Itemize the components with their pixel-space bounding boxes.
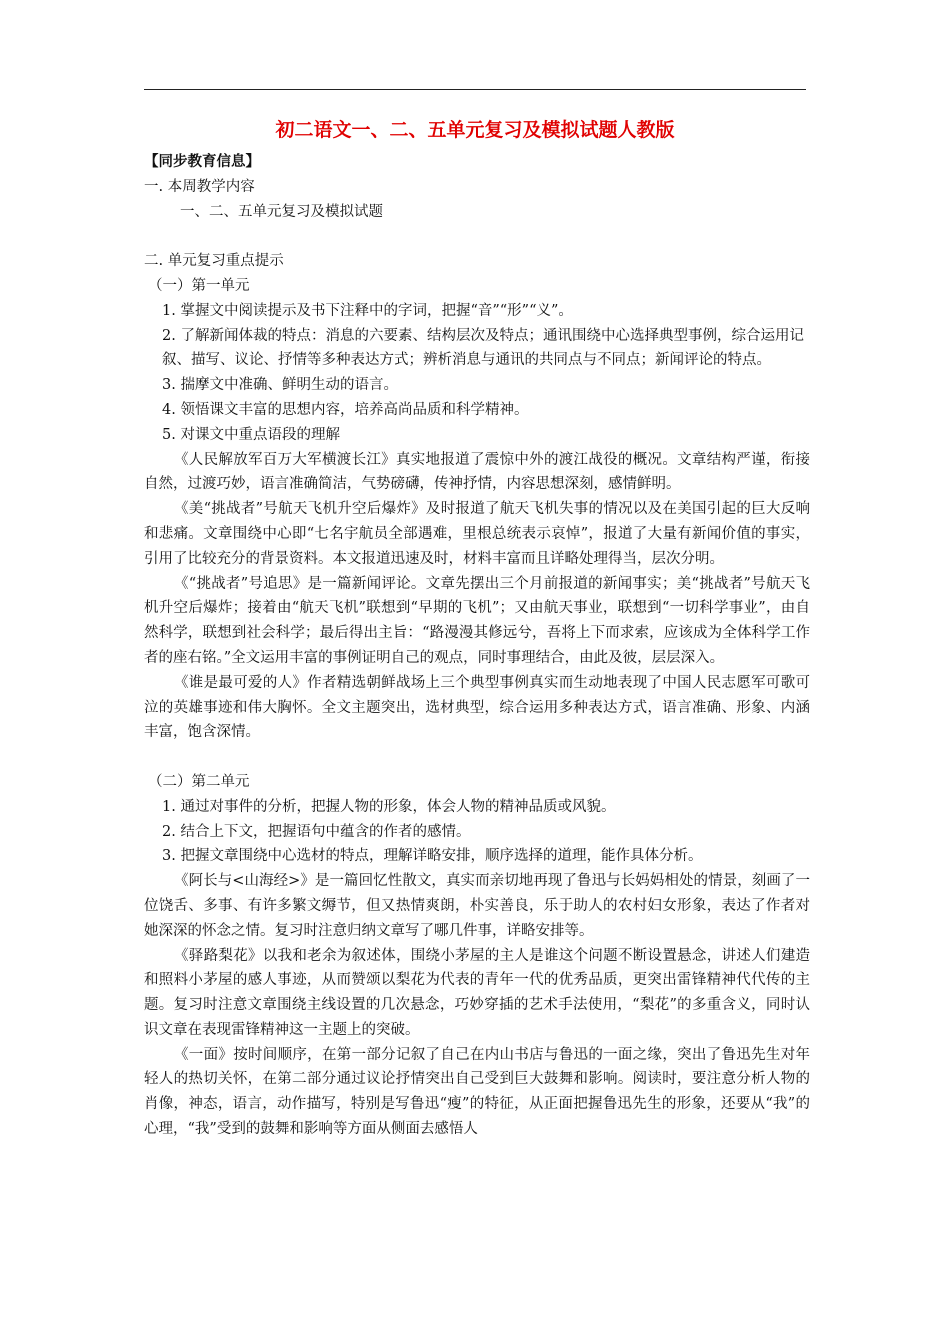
unit-1-heading: （一）第一单元 <box>148 277 250 294</box>
unit-1-item: 5. 对课文中重点语段的理解 <box>162 426 340 443</box>
unit-1-item: 4. 领悟课文丰富的思想内容，培养高尚品质和科学精神。 <box>162 401 529 418</box>
unit-2-paragraph: 《一面》按时间顺序，在第一部分记叙了自己在内山书店与鲁迅的一面之缘，突出了鲁迅先生对年轻人的热切关怀，在第二部分通过议论抒情突出自己受到巨大鼓舞和影响。阅读时，要注意分析人物的肖像，神态，语言，动作描写，特别是写鲁迅“瘦”的特征，从正面把握鲁迅先生的形象，还要从“我”的心理，“我”受到的鼓舞和影响等方面从侧面去感悟人 <box>144 1046 810 1138</box>
unit-2-item: 3. 把握文章围绕中心选材的特点，理解详略安排，顺序选择的道理，能作具体分析。 <box>162 848 703 865</box>
section-1-heading: 一. 本周教学内容 <box>144 178 255 195</box>
unit-1-item: 2. 了解新闻体裁的特点：消息的六要素、结构层次及特点；通讯围绕中心选择典型事例，综合运用记叙、描写、议论、抒情等多种表达方式；辨析消息与通讯的共同点与不同点；新闻评论的特点。 <box>162 327 804 369</box>
spacer <box>144 224 810 249</box>
info-heading: 【同步教育信息】 <box>144 154 260 170</box>
unit-1-item: 3. 揣摩文中准确、鲜明生动的语言。 <box>162 377 398 394</box>
unit-2-item: 1. 通过对事件的分析，把握人物的形象，体会人物的精神品质或风貌。 <box>162 798 616 815</box>
unit-1-paragraph: 《谁是最可爱的人》作者精选朝鲜战场上三个典型事例真实而生动地表现了中国人民志愿军可歌可泣的英雄事迹和伟大胸怀。全文主题突出，选材典型，综合运用多种表达方式，语言准确、形象、内涵丰富，饱含深情。 <box>144 674 810 741</box>
unit-2-paragraph: 《阿长与<山海经>》是一篇回忆性散文，真实而亲切地再现了鲁迅与长妈妈相处的情景，刻画了一位饶舌、多事、有许多繁文缛节，但又热情爽朗，朴实善良，乐于助人的农村妇女形象，表达了作者对她深深的怀念之情。复习时注意归纳文章写了哪几件事，详略安排等。 <box>144 873 810 939</box>
spacer <box>144 745 810 770</box>
unit-2-item: 2. 结合上下文，把握语句中蕴含的作者的感情。 <box>162 823 471 840</box>
unit-2-paragraph: 《驿路梨花》以我和老余为叙述体，围绕小茅屋的主人是谁这个问题不断设置悬念，讲述人们建造和照料小茅屋的感人事迹，从而赞颂以梨花为代表的青年一代的优秀品质，更突出雷锋精神代代传的主题。复习时注意文章围绕主线设置的几次悬念，巧妙穿插的艺术手法使用，“梨花”的多重含义，同时认识文章在表现雷锋精神这一主题上的突破。 <box>144 947 810 1038</box>
unit-2-heading: （二）第二单元 <box>148 773 250 790</box>
unit-1-item: 1. 掌握文中阅读提示及书下注释中的字词，把握“音”“形”“义”。 <box>162 302 573 319</box>
unit-1-paragraph: 《“挑战者”号追思》是一篇新闻评论。文章先摆出三个月前报道的新闻事实；美“挑战者”号航天飞机升空后爆炸；接着由“航天飞机”联想到“早期的飞机”；又由航天事业，联想到“一切科学事业”，由自然科学，联想到社会科学；最后得出主旨：“路漫漫其修远兮，吾将上下而求索，应该成为全体科学工作者的座右铭。”全文运用丰富的事例证明自己的观点，同时事理结合，由此及彼，层层深入。 <box>144 575 810 666</box>
unit-1-paragraph: 《人民解放军百万大军横渡长江》真实地报道了震惊中外的渡江战役的概况。文章结构严谨，衔接自然，过渡巧妙，语言准确简洁，气势磅礴，传神抒情，内容思想深刻，感情鲜明。 <box>144 451 810 493</box>
header-rule <box>144 89 806 90</box>
page-title: 初二语文一、二、五单元复习及模拟试题人教版 <box>275 119 675 141</box>
unit-1-paragraph: 《美“挑战者”号航天飞机升空后爆炸》及时报道了航天飞机失事的情况以及在美国引起的巨大反响和悲痛。文章围绕中心即“七名宇航员全部遇难，里根总统表示哀悼”，报道了大量有新闻价值的事实，引用了比较充分的背景资料。本文报道迅速及时，材料丰富而且详略处理得当，层次分明。 <box>144 501 810 567</box>
section-1-content: 一、二、五单元复习及模拟试题 <box>180 203 383 220</box>
section-2-heading: 二. 单元复习重点提示 <box>144 253 284 270</box>
document-body <box>144 150 810 1142</box>
